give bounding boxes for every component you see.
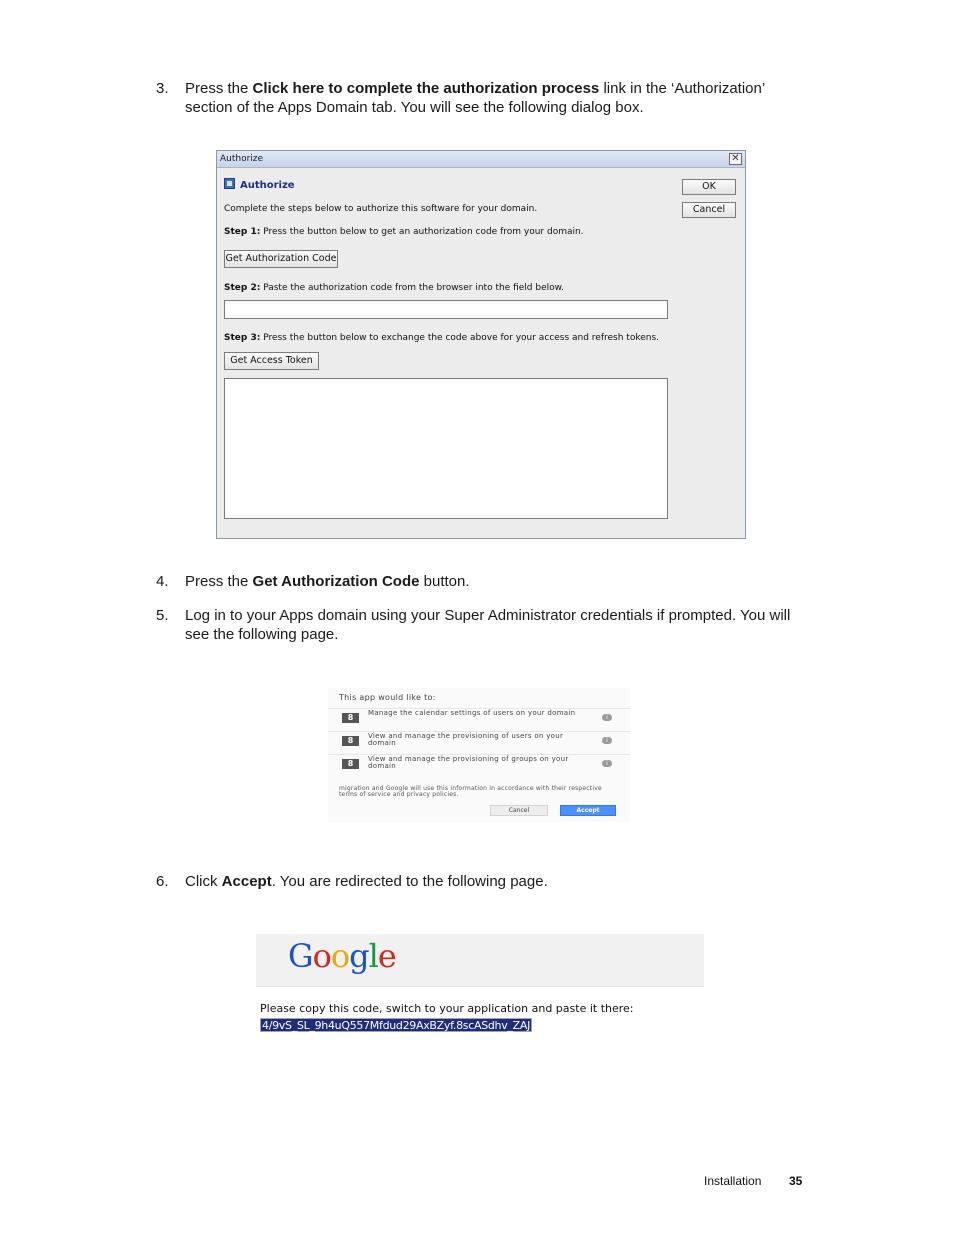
permission-row (328, 754, 630, 777)
info-icon[interactable]: i (602, 737, 612, 744)
step3-instruction: Step 3: Press the button below to exchange the code above for your access and refresh tokens. (224, 333, 660, 343)
step-text: Press the Get Authorization Code button. (185, 573, 470, 590)
permission-title: This app would like to: (339, 693, 436, 702)
google-apps-icon: 8 (342, 759, 359, 769)
step-5 (156, 606, 806, 644)
permission-text: View and manage the provisioning of users on your domain (368, 732, 564, 747)
step-number: 3. (156, 80, 169, 97)
google-code-page (256, 934, 704, 1034)
logo-letter: g (349, 937, 369, 975)
permission-text: View and manage the provisioning of groups on your domain (368, 755, 569, 770)
step-text: Click Accept. You are redirected to the following page. (185, 873, 548, 890)
logo-letter: o (330, 937, 350, 975)
cancel-button[interactable]: Cancel (682, 202, 736, 218)
button-name: Accept (221, 873, 272, 890)
info-icon[interactable]: i (602, 714, 612, 721)
footer-section: Installation (704, 1174, 762, 1188)
token-output-area[interactable] (224, 378, 668, 519)
google-header-bar (256, 934, 704, 987)
authorize-dialog (216, 150, 746, 539)
authorization-code-input[interactable] (224, 300, 668, 319)
get-access-token-button[interactable]: Get Access Token (224, 352, 319, 370)
step-number: 4. (156, 573, 169, 590)
close-icon[interactable]: ✕ (729, 153, 742, 165)
step-number: 5. (156, 607, 169, 624)
copy-code-message: Please copy this code, switch to your application and paste it there: (260, 1002, 634, 1015)
page-number: 35 (789, 1174, 803, 1188)
button-name: Get Authorization Code (252, 573, 420, 590)
ok-button[interactable]: OK (682, 179, 736, 195)
app-icon (224, 178, 235, 189)
logo-letter: o (312, 937, 331, 975)
dialog-intro: Complete the steps below to authorize this software for your domain. (224, 204, 538, 214)
permission-row (328, 731, 630, 754)
google-apps-icon: 8 (342, 736, 359, 746)
logo-letter: e (377, 937, 396, 975)
step-text: Log in to your Apps domain using your Super Administrator credentials if prompted. You will see the following page. (185, 607, 791, 643)
google-logo (288, 937, 396, 975)
permission-text: Manage the calendar settings of users on your domain (368, 709, 576, 717)
link-name: Click here to complete the authorization process (252, 80, 600, 97)
cancel-button[interactable]: Cancel (490, 805, 548, 816)
step-4 (156, 572, 806, 591)
permission-note: migration and Google will use this information in accordance with their respective terms of service and privacy policies. (339, 785, 602, 798)
accept-button[interactable]: Accept (560, 805, 616, 816)
authorization-code[interactable]: 4/9vS_SL_9h4uQ557Mfdud29AxBZyf.8scASdhv_ZAJ (262, 1019, 531, 1032)
permission-request-panel (328, 688, 630, 822)
dialog-heading: Authorize (224, 178, 295, 191)
step-3 (156, 79, 806, 117)
info-icon[interactable]: i (602, 760, 612, 767)
step-text: Press the Click here to complete the authorization process link in the ‘Authorization’ section of the Apps Domain tab. You will see the following dialog box. (185, 80, 765, 116)
step-number: 6. (156, 873, 169, 890)
dialog-titlebar (217, 151, 745, 168)
step-6 (156, 872, 806, 891)
get-authorization-code-button[interactable]: Get Authorization Code (224, 250, 338, 268)
dialog-window-title: Authorize (220, 154, 264, 164)
step1-instruction: Step 1: Press the button below to get an authorization code from your domain. (224, 227, 584, 237)
logo-letter: G (288, 937, 313, 975)
google-apps-icon: 8 (342, 713, 359, 723)
step2-instruction: Step 2: Paste the authorization code from the browser into the field below. (224, 283, 565, 293)
permission-row (328, 708, 630, 731)
logo-letter: l (368, 937, 378, 975)
